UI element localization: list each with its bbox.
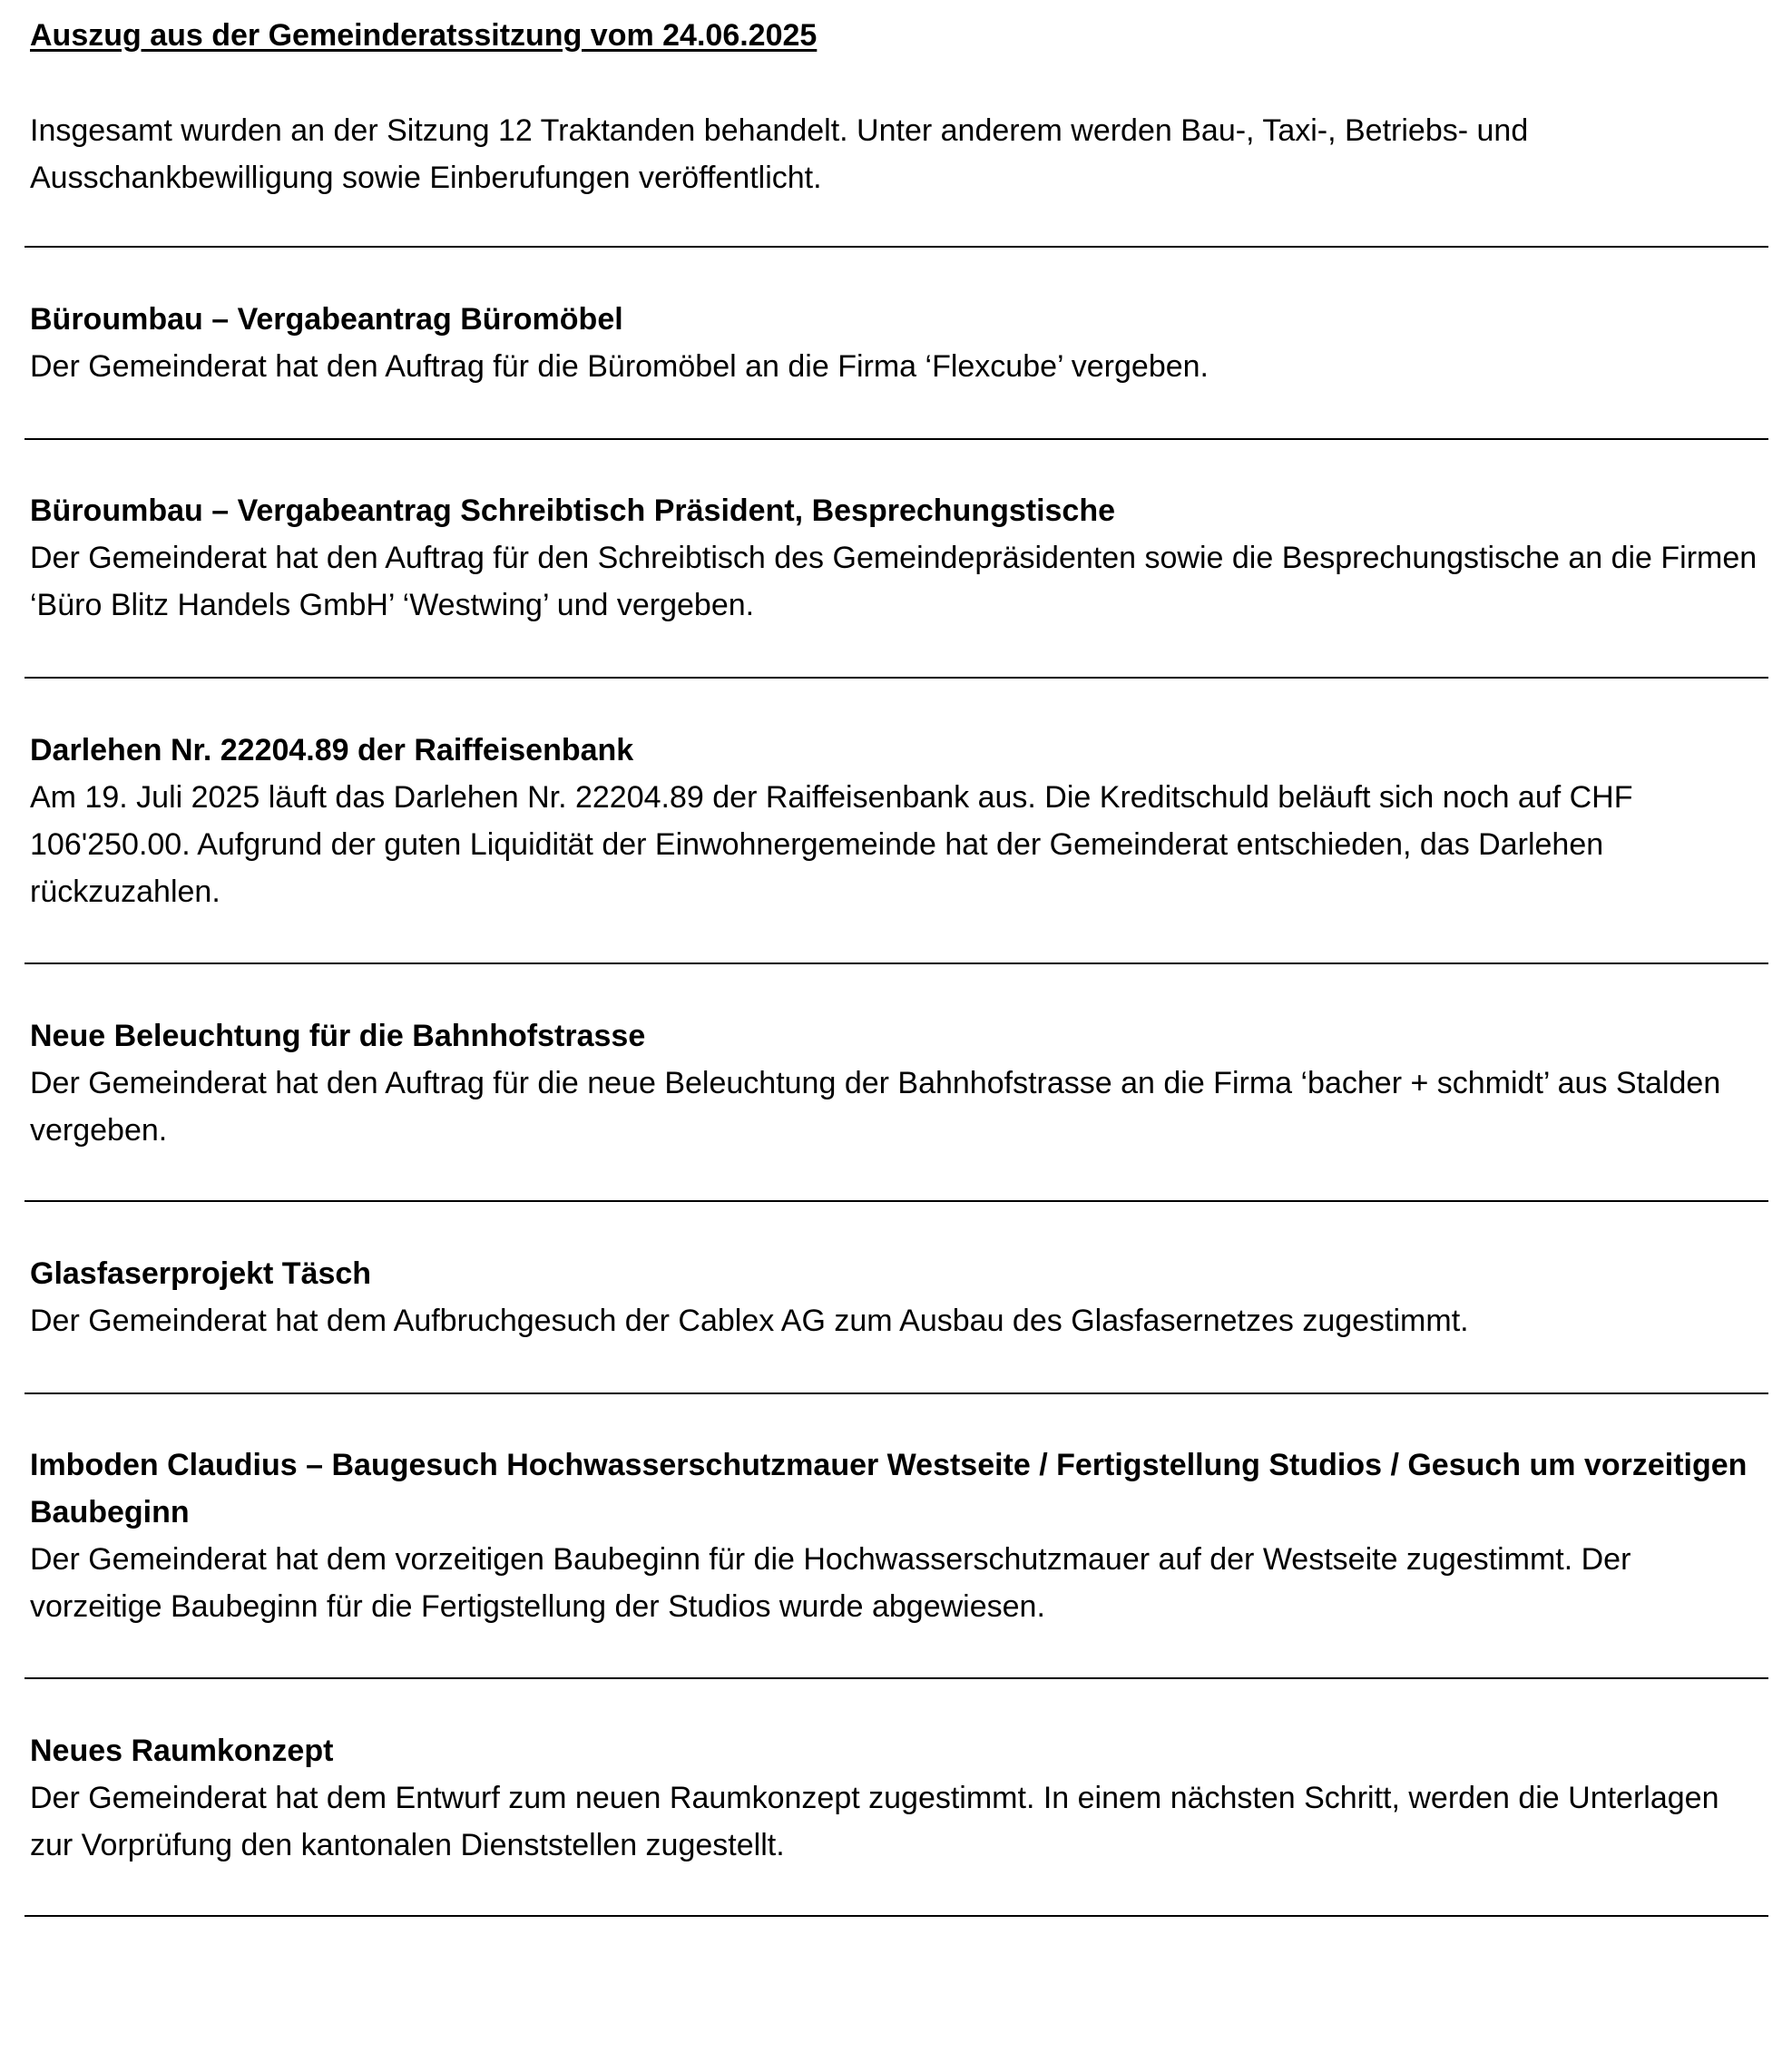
section-glasfaser	[30, 1250, 1763, 1344]
document-title: Auszug aus der Gemeinderatssitzung vom 24.06.2025	[30, 18, 818, 53]
divider	[24, 246, 1768, 248]
divider	[24, 1392, 1768, 1394]
section-raumkonzept	[30, 1727, 1763, 1869]
divider	[24, 438, 1768, 440]
section-schreibtisch	[30, 487, 1763, 629]
divider	[24, 1200, 1768, 1202]
section-body: Der Gemeinderat hat den Auftrag für den Schreibtisch des Gemeindepräsidenten sowie die Besprechungstische an die Firmen ‘Büro Blitz Handels GmbH’ ‘Westwing’ und vergeben.	[30, 541, 1758, 622]
section-heading: Imboden Claudius – Baugesuch Hochwasserschutzmauer Westseite / Fertigstellung Studios / Gesuch um vorzeitigen Baubeginn	[30, 1448, 1748, 1529]
section-heading: Büroumbau – Vergabeantrag Schreibtisch Präsident, Besprechungstische	[30, 493, 1116, 528]
section-imboden	[30, 1441, 1763, 1630]
section-body: Am 19. Juli 2025 läuft das Darlehen Nr. 22204.89 der Raiffeisenbank aus. Die Kreditschuld beläuft sich noch auf CHF 106'250.00. Aufgrund der guten Liquidität der Einwohnergemeinde hat der Gemeinderat entschieden, das Darlehen rückzuzahlen.	[30, 780, 1633, 909]
section-body: Der Gemeinderat hat dem vorzeitigen Baubeginn für die Hochwasserschutzmauer auf der Westseite zugestimmt. Der vorzeitige Baubeginn für die Fertigstellung der Studios wurde abgewiesen.	[30, 1542, 1631, 1624]
section-beleuchtung	[30, 1012, 1763, 1154]
section-body: Der Gemeinderat hat dem Aufbruchgesuch der Cablex AG zum Ausbau des Glasfasernetzes zugestimmt.	[30, 1304, 1469, 1338]
section-heading: Darlehen Nr. 22204.89 der Raiffeisenbank	[30, 733, 634, 767]
section-heading: Neues Raumkonzept	[30, 1734, 334, 1768]
section-darlehen	[30, 727, 1763, 915]
divider	[24, 677, 1768, 679]
section-heading: Büroumbau – Vergabeantrag Büromöbel	[30, 302, 623, 337]
divider	[24, 1677, 1768, 1679]
section-bueromoebel	[30, 296, 1763, 390]
section-heading: Neue Beleuchtung für die Bahnhofstrasse	[30, 1019, 646, 1053]
intro-paragraph: Insgesamt wurden an der Sitzung 12 Traktanden behandelt. Unter anderem werden Bau-, Taxi-, Betriebs- und Ausschankbewilligung sowie Einberufungen veröffentlicht.	[30, 113, 1529, 195]
section-body: Der Gemeinderat hat den Auftrag für die neue Beleuchtung der Bahnhofstrasse an die Firma ‘bacher + schmidt’ aus Stalden vergeben.	[30, 1066, 1721, 1148]
section-body: Der Gemeinderat hat dem Entwurf zum neuen Raumkonzept zugestimmt. In einem nächsten Schritt, werden die Unterlagen zur Vorprüfung den kantonalen Dienststellen zugestellt.	[30, 1781, 1719, 1862]
divider	[24, 1915, 1768, 1917]
divider	[24, 962, 1768, 964]
section-heading: Glasfaserprojekt Täsch	[30, 1256, 372, 1291]
section-body: Der Gemeinderat hat den Auftrag für die Büromöbel an die Firma ‘Flexcube’ vergeben.	[30, 349, 1209, 384]
